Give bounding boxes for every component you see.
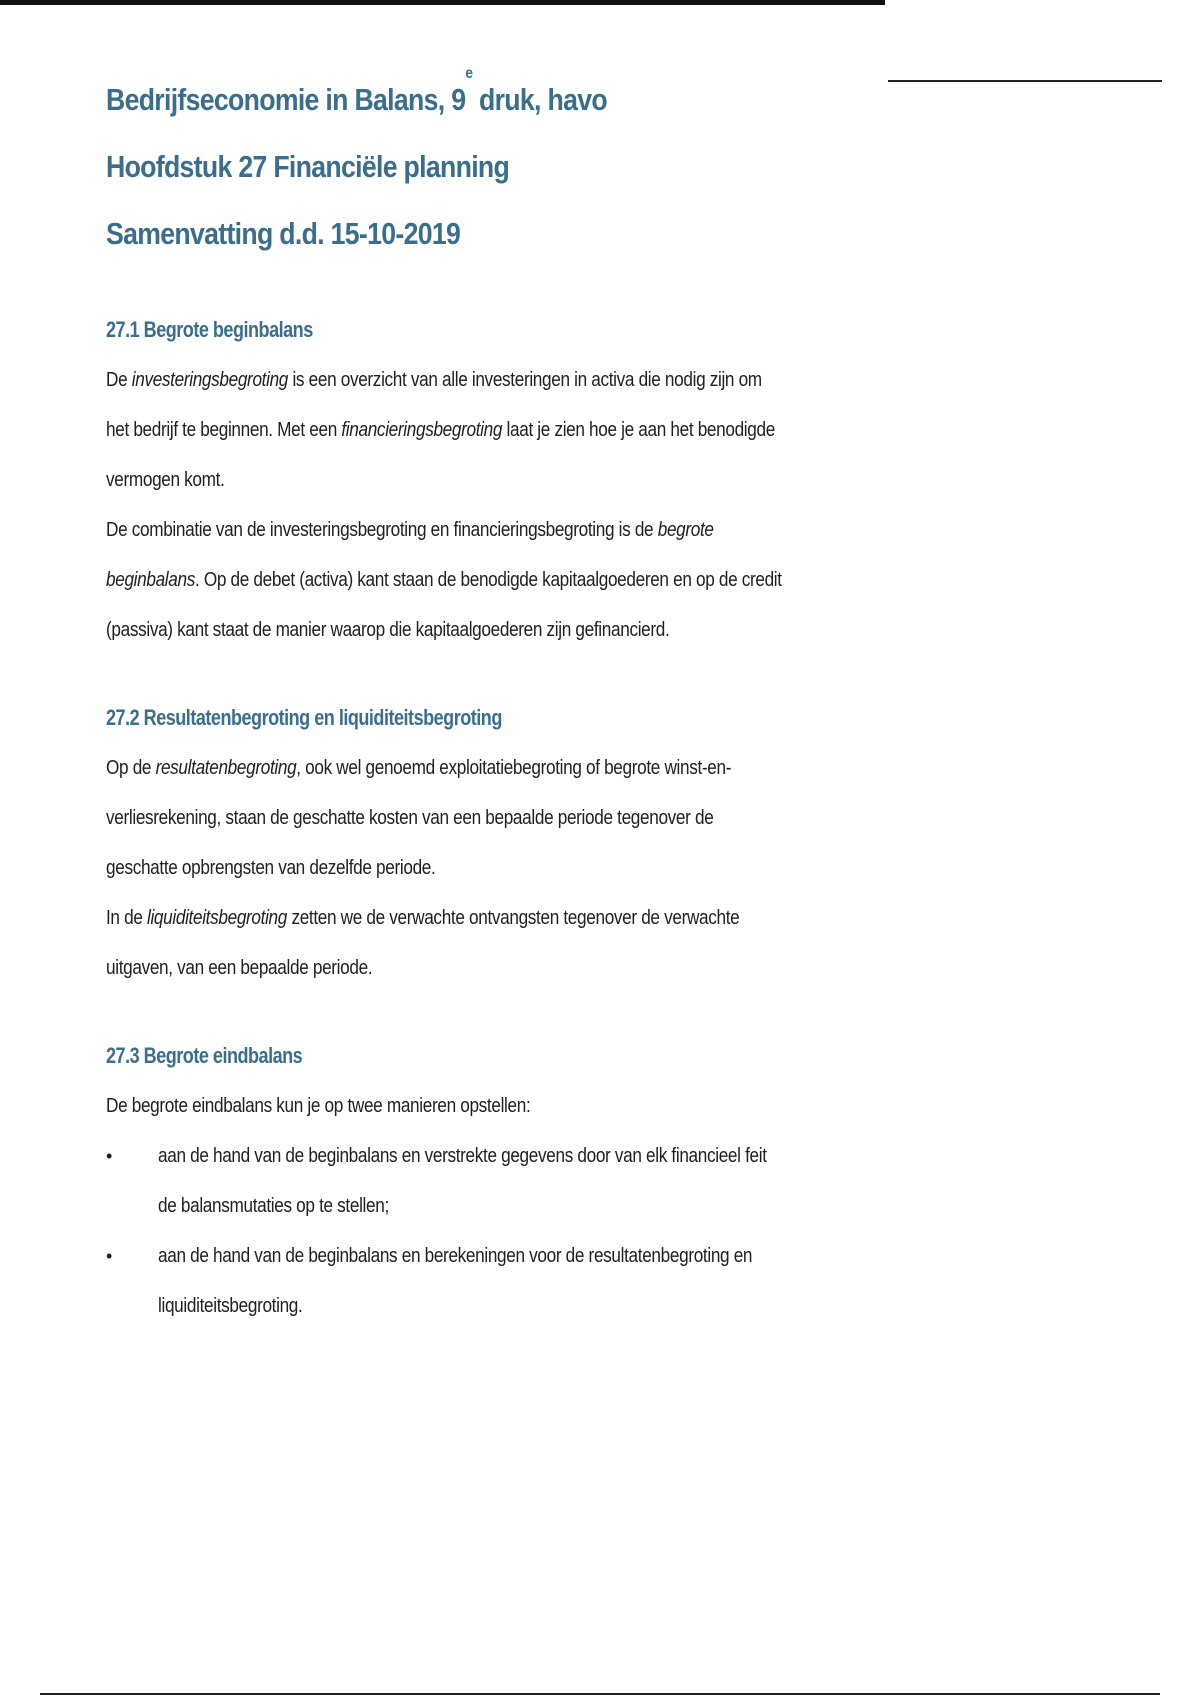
paragraph [106, 355, 826, 505]
header-right-rule [888, 80, 1162, 82]
paragraph [106, 1081, 826, 1131]
text-line: beginbalans. Op de debet (activa) kant staan de benodigde kapitaalgoederen en op de credit [106, 569, 782, 591]
term: financieringsbegroting [341, 419, 503, 441]
text-line: de balansmutaties op te stellen; [158, 1195, 389, 1217]
paragraph [106, 893, 826, 993]
term: liquiditeitsbegroting [146, 907, 288, 929]
section-heading: 27.2 Resultatenbegroting en liquiditeitsbegroting [106, 705, 502, 730]
text-line: aan de hand van de beginbalans en verstrekte gegevens door van elk financieel feit [158, 1145, 767, 1167]
section-heading: 27.3 Begrote eindbalans [106, 1043, 303, 1068]
document-title-line-2: Hoofdstuk 27 Financiële planning [106, 149, 510, 184]
bullet-list [106, 1131, 826, 1331]
text-line: De begrote eindbalans kun je op twee manieren opstellen: [106, 1095, 531, 1117]
text-line: In de liquiditeitsbegroting zetten we de verwachte ontvangsten tegenover de verwachte [106, 907, 740, 929]
text-line: het bedrijf te beginnen. Met een financieringsbegroting laat je zien hoe je aan het benodigde [106, 419, 775, 441]
section-27-1 [106, 305, 826, 655]
term: resultatenbegroting [155, 757, 297, 779]
text-line: uitgaven, van een bepaalde periode. [106, 957, 373, 979]
top-rule [0, 0, 885, 5]
document-title-line-3: Samenvatting d.d. 15-10-2019 [106, 216, 461, 251]
paragraph [106, 505, 826, 655]
bullet-icon: • [106, 1246, 112, 1266]
text-line: De combinatie van de investeringsbegroting en financieringsbegroting is de begrote [106, 519, 714, 541]
term: investeringsbegroting [131, 369, 289, 391]
list-item [106, 1131, 826, 1231]
term: beginbalans [106, 569, 195, 591]
document-title-block [106, 66, 826, 267]
edition-superscript: e [465, 65, 473, 82]
text-line: Op de resultatenbegroting, ook wel genoemd exploitatiebegroting of begrote winst-en- [106, 757, 732, 779]
document-page [106, 66, 826, 1331]
bullet-icon: • [106, 1146, 112, 1166]
text-line: vermogen komt. [106, 469, 225, 491]
list-item [106, 1231, 826, 1331]
text-line: geschatte opbrengsten van dezelfde periode. [106, 857, 436, 879]
document-title-line-1: Bedrijfseconomie in Balans, 9e druk, havo [106, 65, 607, 117]
paragraph [106, 743, 826, 893]
text-line: aan de hand van de beginbalans en berekeningen voor de resultatenbegroting en [158, 1245, 753, 1267]
section-27-2 [106, 693, 826, 993]
section-27-3 [106, 1031, 826, 1331]
text-line: (passiva) kant staat de manier waarop die kapitaalgoederen zijn gefinancierd. [106, 619, 670, 641]
term: begrote [657, 519, 714, 541]
text-line: liquiditeitsbegroting. [158, 1295, 303, 1317]
section-heading: 27.1 Begrote beginbalans [106, 317, 313, 342]
bottom-rule [40, 1693, 1160, 1695]
text-line: De investeringsbegroting is een overzicht van alle investeringen in activa die nodig zijn om [106, 369, 762, 391]
text-line: verliesrekening, staan de geschatte kosten van een bepaalde periode tegenover de [106, 807, 714, 829]
